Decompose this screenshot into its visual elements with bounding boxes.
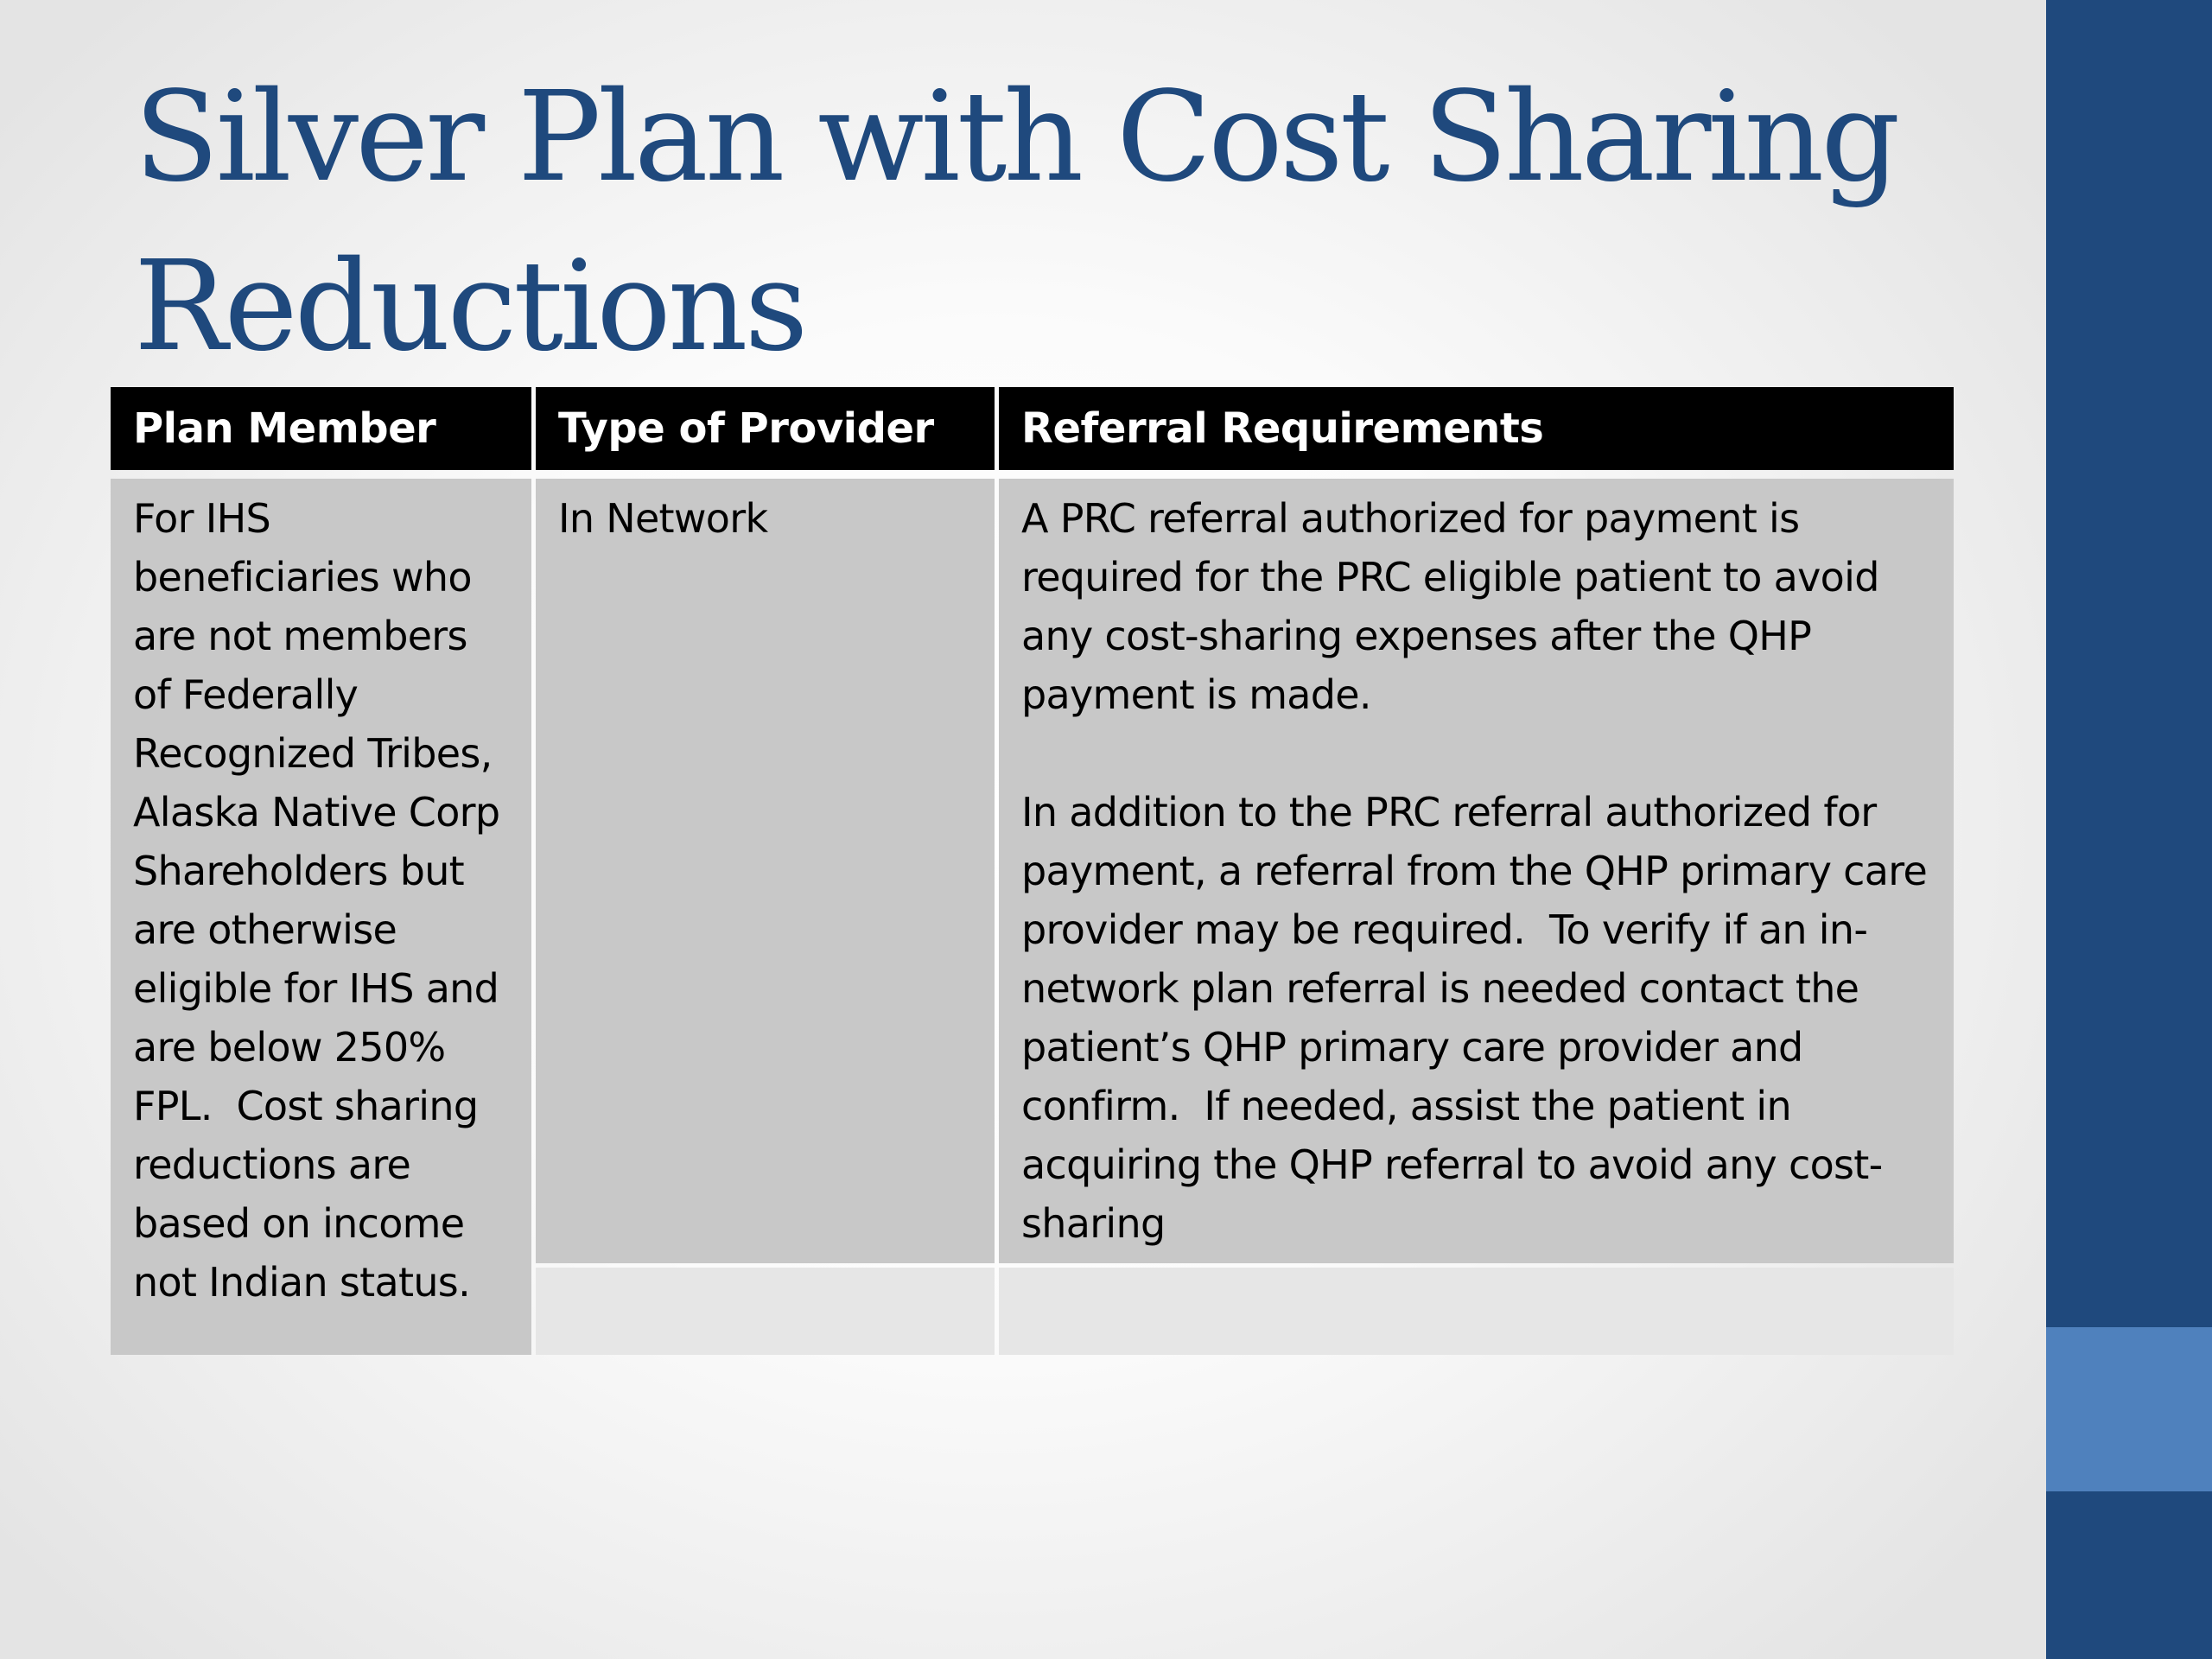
empty-cell-provider: [536, 1268, 995, 1355]
header-referral-requirements: Referral Requirements: [999, 387, 1954, 470]
referral-table: [111, 387, 1954, 1355]
empty-cell-referral: [999, 1268, 1954, 1355]
cell-referral-requirements: A PRC referral authorized for payment is required for the PRC eligible patient to avoid any cost-sharing expenses after the QHP payment is made. In addition to the PRC referral authorized for payment, a referral from the QHP primary care provider may be required. To verify if an in-network plan referral is needed contact the patient’s QHP primary care provider and confirm. If needed, assist the patient in acquiring the QHP referral to avoid any cost-sharing: [999, 479, 1954, 1263]
cell-provider-type: In Network: [536, 479, 995, 1263]
sidebar-accent-bar: [2046, 1327, 2212, 1491]
header-plan-member: Plan Member: [111, 387, 531, 470]
header-type-of-provider: Type of Provider: [536, 387, 995, 470]
cell-plan-member: For IHS beneficiaries who are not members of Federally Recognized Tribes, Alaska Native Corp Shareholders but are otherwise eligible for IHS and are below 250% FPL. Cost sharing reductions are based on income not Indian status.: [111, 479, 531, 1355]
slide-title: Silver Plan with Cost Sharing Reductions: [134, 64, 1897, 378]
